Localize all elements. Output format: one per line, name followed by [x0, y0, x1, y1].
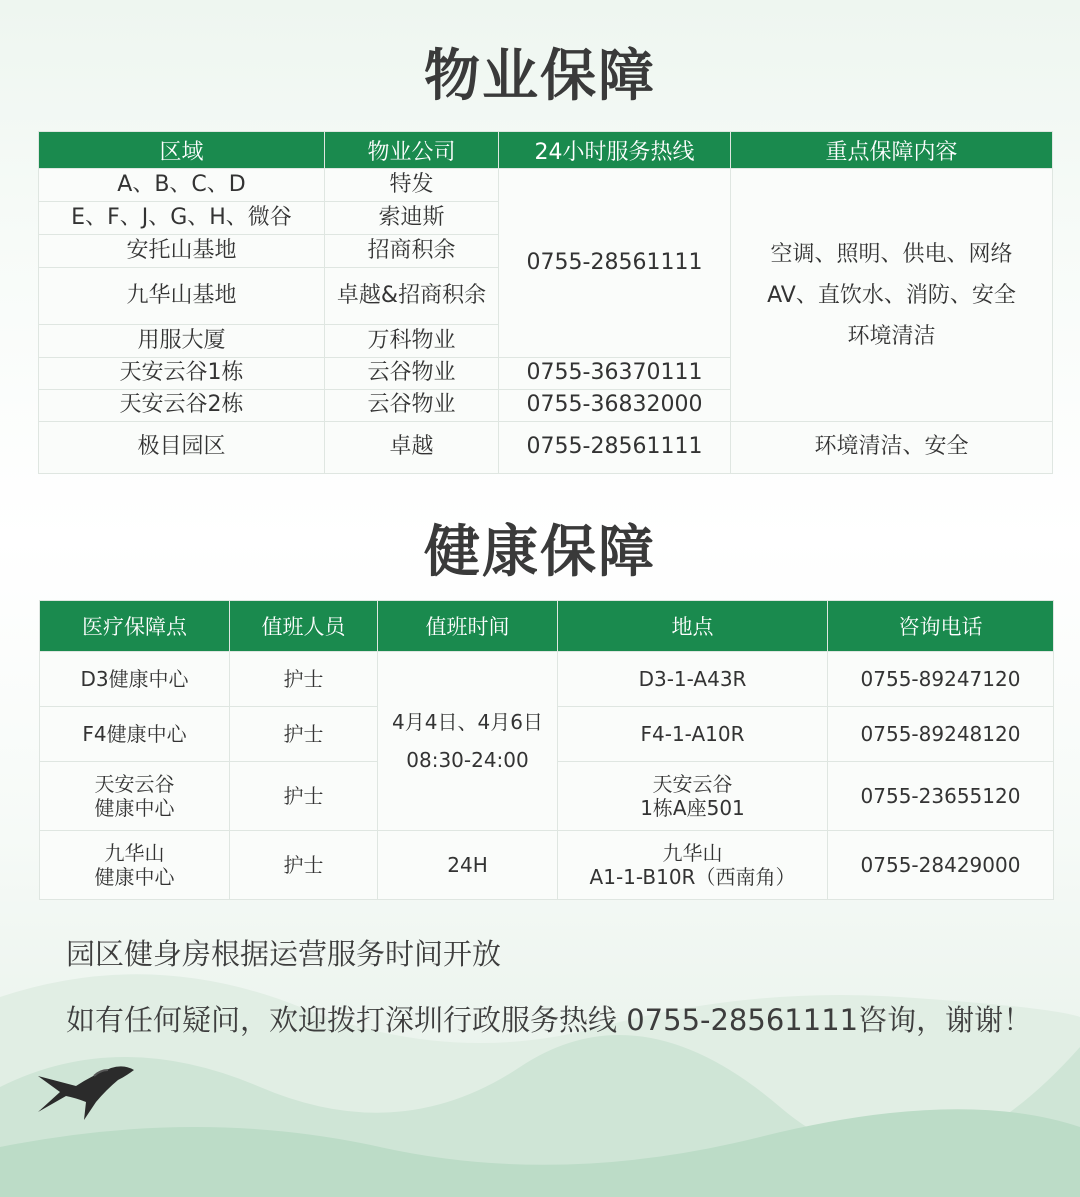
content-line: 环境清洁	[847, 323, 936, 349]
header-location: 地点	[558, 601, 828, 652]
header-phone: 咨询电话	[828, 601, 1054, 652]
content-cell: 环境清洁、安全	[731, 422, 1053, 474]
staff-cell: 护士	[230, 707, 378, 762]
point-line: 健康中心	[94, 865, 175, 889]
area-cell: 天安云谷1栋	[39, 358, 325, 390]
phone-cell: 0755-23655120	[828, 762, 1054, 831]
phone-cell: 0755-28429000	[828, 831, 1054, 900]
background-hills	[0, 937, 1080, 1197]
property-table	[38, 131, 1053, 474]
content-line: AV、直饮水、消防、安全	[767, 282, 1016, 308]
point-cell: D3健康中心	[40, 652, 230, 707]
point-line: 健康中心	[94, 796, 175, 820]
table-row	[40, 831, 1054, 900]
location-cell: D3-1-A43R	[558, 652, 828, 707]
time-line: 08:30-24:00	[406, 748, 529, 772]
health-table-header	[40, 601, 1054, 652]
time-line: 4月4日、4月6日	[392, 710, 543, 734]
company-cell: 卓越&招商积余	[325, 268, 499, 325]
location-cell	[558, 831, 828, 900]
company-cell: 卓越	[325, 422, 499, 474]
point-line: 天安云谷	[94, 772, 175, 796]
property-section-title: 物业保障	[424, 44, 656, 109]
phone-cell: 0755-89248120	[828, 707, 1054, 762]
area-cell: A、B、C、D	[39, 169, 325, 202]
staff-cell: 护士	[230, 831, 378, 900]
point-line: 九华山	[104, 841, 165, 865]
company-cell: 万科物业	[325, 325, 499, 358]
point-cell	[40, 762, 230, 831]
point-cell	[40, 831, 230, 900]
company-cell: 云谷物业	[325, 390, 499, 422]
company-cell: 云谷物业	[325, 358, 499, 390]
table-row	[39, 169, 1053, 202]
area-cell: 天安云谷2栋	[39, 390, 325, 422]
company-cell: 招商积余	[325, 235, 499, 268]
location-line: 九华山	[662, 841, 723, 865]
content-line: 空调、照明、供电、网络	[770, 241, 1013, 267]
table-row	[39, 422, 1053, 474]
header-area: 区域	[39, 132, 325, 169]
staff-cell: 护士	[230, 652, 378, 707]
header-time: 值班时间	[378, 601, 558, 652]
area-cell: 九华山基地	[39, 268, 325, 325]
shared-content-cell	[731, 169, 1053, 422]
shared-time-cell	[378, 652, 558, 831]
health-section-title: 健康保障	[424, 520, 656, 585]
gym-note: 园区健身房根据运营服务时间开放	[66, 937, 502, 971]
company-cell: 索迪斯	[325, 202, 499, 235]
contact-note: 如有任何疑问，欢迎拨打深圳行政服务热线 0755-28561111咨询，谢谢！	[66, 1003, 1033, 1037]
location-line: 1栋A座501	[640, 796, 745, 820]
header-content: 重点保障内容	[731, 132, 1053, 169]
location-line: 天安云谷	[652, 772, 733, 796]
shared-hotline-cell: 0755-28561111	[499, 169, 731, 358]
area-cell: 用服大厦	[39, 325, 325, 358]
header-point: 医疗保障点	[40, 601, 230, 652]
staff-cell: 护士	[230, 762, 378, 831]
swallow-icon	[36, 1046, 136, 1126]
area-cell: 极目园区	[39, 422, 325, 474]
header-hotline: 24小时服务热线	[499, 132, 731, 169]
company-cell: 特发	[325, 169, 499, 202]
header-company: 物业公司	[325, 132, 499, 169]
property-table-header	[39, 132, 1053, 169]
health-table	[39, 600, 1054, 900]
location-line: A1-1-B10R（西南角）	[589, 865, 796, 889]
area-cell: E、F、J、G、H、微谷	[39, 202, 325, 235]
point-cell: F4健康中心	[40, 707, 230, 762]
location-cell: F4-1-A10R	[558, 707, 828, 762]
hotline-cell: 0755-36832000	[499, 390, 731, 422]
location-cell	[558, 762, 828, 831]
header-staff: 值班人员	[230, 601, 378, 652]
hotline-cell: 0755-36370111	[499, 358, 731, 390]
phone-cell: 0755-89247120	[828, 652, 1054, 707]
time-cell: 24H	[378, 831, 558, 900]
area-cell: 安托山基地	[39, 235, 325, 268]
hotline-cell: 0755-28561111	[499, 422, 731, 474]
table-row	[40, 652, 1054, 707]
